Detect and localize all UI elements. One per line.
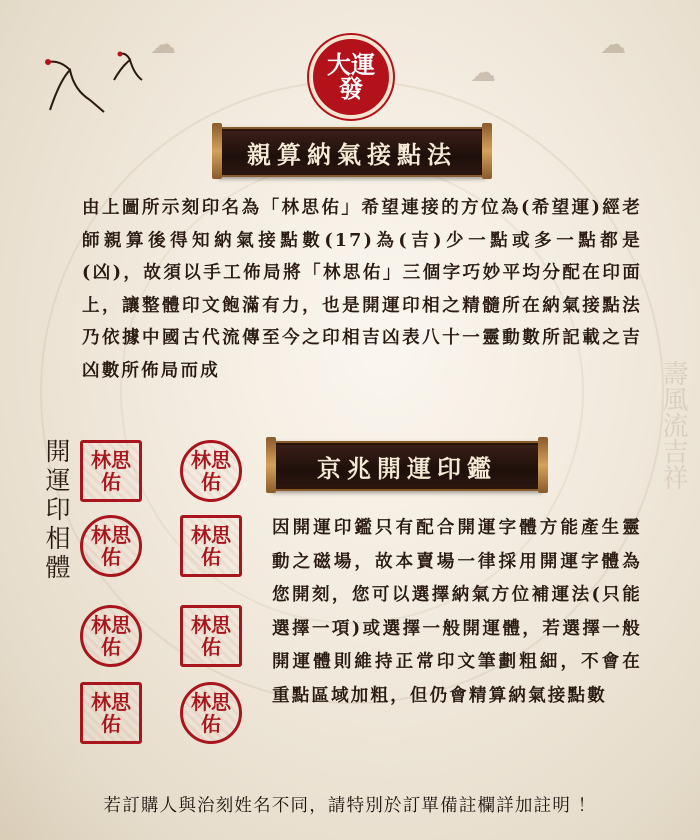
section2-body: 因開運印鑑只有配合開運字體方能產生靈動之磁場，故本賣場一律採用開運字體為您開刻，您可以選擇納氣方位補運法(只能選擇一項)或選擇一般開運體，若選擇一般開運體則維持正常印文筆劃粗細，不會在重點區域加粗，但仍會精算納氣接點數 xyxy=(272,518,642,706)
section1-body: 由上圖所示刻印名為「林思佑」希望連接的方位為(希望運)經老師親算後得知納氣接點數(17)為(吉)少一點或多一點都是(凶)，故須以手工佈局將「林思佑」三個字巧妙平均分配在印面上，讓整體印文飽滿有力，也是開運印相之精髓所在納氣接點法乃依據中國古代流傳至今之印相吉凶表八十一靈動數所記載之吉凶數所佈局而成 xyxy=(82,198,642,381)
cloud-icon: ☁ xyxy=(600,30,626,60)
seal-stamp xyxy=(180,440,242,502)
seal-text: 林思佑 xyxy=(91,690,131,736)
section2-banner xyxy=(272,441,542,491)
seal-text: 林思佑 xyxy=(91,448,131,494)
seal-text: 林思佑 xyxy=(191,523,231,569)
seal-text: 林思佑 xyxy=(191,613,231,659)
seal-text: 林思佑 xyxy=(191,448,231,494)
seal-stamp xyxy=(80,605,142,667)
crane-icon xyxy=(30,40,150,130)
brand-logo xyxy=(309,35,393,119)
section1-banner xyxy=(218,127,486,177)
side-title: 開運印相體 xyxy=(42,438,71,583)
seal-text: 林思佑 xyxy=(191,690,231,736)
cloud-icon: ☁ xyxy=(470,58,496,88)
seal-stamp xyxy=(180,682,242,744)
seal-text: 林思佑 xyxy=(91,523,131,569)
section2-title: 京兆開運印鑑 xyxy=(317,453,497,483)
seal-stamp xyxy=(180,515,242,577)
seal-stamp xyxy=(80,682,142,744)
seal-stamp xyxy=(80,440,142,502)
logo-text: 大運發 xyxy=(327,50,375,103)
seal-stamp xyxy=(180,605,242,667)
section1-title: 親算納氣接點法 xyxy=(247,139,457,169)
seal-text: 林思佑 xyxy=(91,613,131,659)
cloud-icon: ☁ xyxy=(150,30,176,60)
calligraphy-watermark: 壽風流吉祥 xyxy=(658,360,688,490)
seal-stamp xyxy=(80,515,142,577)
footer-note: 若訂購人與治刻姓名不同，請特別於訂單備註欄詳加註明 ！ xyxy=(103,796,597,816)
